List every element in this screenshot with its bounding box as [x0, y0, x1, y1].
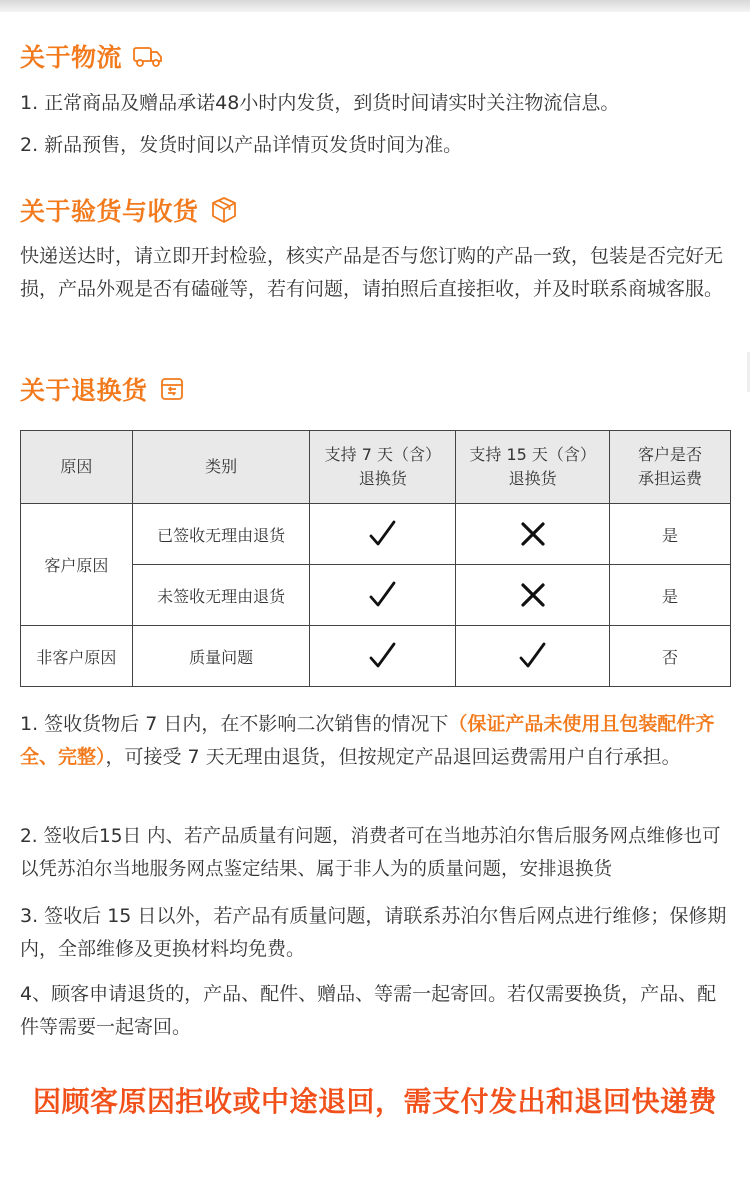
seven-day-cell — [310, 565, 456, 626]
header-seven-day: 支持 7 天（含）退换货 — [310, 431, 456, 504]
returns-note-2: 2. 签收后15日 内、若产品质量有问题，消费者可在当地苏泊尔售后服务网点维修也可以凭苏泊尔当地服务网点鉴定结果、属于非人为的质量问题，安排退换货 — [20, 826, 721, 880]
cross-icon — [516, 578, 550, 612]
inspection-heading — [20, 192, 239, 228]
logistics-item-1: 1. 正常商品及赠品承诺48小时内发货，到货时间请实时关注物流信息。 — [20, 92, 620, 114]
returns-title: 关于退换货 — [20, 376, 148, 405]
header-reason: 原因 — [21, 431, 133, 504]
logistics-heading — [20, 38, 164, 74]
cross-icon — [516, 517, 550, 551]
fifteen-day-cell — [456, 626, 610, 687]
category-cell: 质量问题 — [132, 626, 310, 687]
check-icon — [516, 639, 550, 673]
inspection-text: 快递送达时，请立即开封检验，核实产品是否与您订购的产品一致，包装是否完好无损，产品外观是否有磕碰等，若有问题，请拍照后直接拒收，并及时联系商城客服。 — [20, 245, 724, 300]
note-1-text: 1. 签收货物后 7 日内，在不影响二次销售的情况下 — [20, 713, 449, 735]
shipping-cell: 否 — [610, 626, 731, 687]
seven-day-cell — [310, 504, 456, 565]
box-icon — [209, 195, 239, 225]
note-1-text-end: ，可接受 7 天无理由退货，但按规定产品退回运费需用户自行承担。 — [105, 746, 681, 768]
fifteen-day-cell — [456, 565, 610, 626]
check-icon — [366, 578, 400, 612]
category-cell: 已签收无理由退货 — [132, 504, 310, 565]
reason-customer: 客户原因 — [21, 504, 133, 626]
seven-day-cell — [310, 626, 456, 687]
logistics-item-2: 2. 新品预售，发货时间以产品详情页发货时间为准。 — [20, 134, 463, 156]
check-icon — [366, 639, 400, 673]
shipping-cell: 是 — [610, 565, 731, 626]
check-icon — [366, 517, 400, 551]
header-fifteen-day: 支持 15 天（含）退换货 — [456, 431, 610, 504]
table-row — [21, 626, 731, 687]
returns-note-3: 3. 签收后 15 日以外，若产品有质量问题，请联系苏泊尔售后网点进行维修；保修期内，全部维修及更换材料均免费。 — [20, 905, 727, 960]
header-shipping: 客户是否承担运费 — [610, 431, 731, 504]
header-category: 类别 — [132, 431, 310, 504]
shipping-cell: 是 — [610, 504, 731, 565]
logistics-title: 关于物流 — [20, 43, 123, 72]
return-icon — [158, 375, 186, 403]
returns-table — [20, 430, 731, 687]
truck-icon — [132, 43, 164, 69]
footer-notice: 因顾客原因拒收或中途退回，需支付发出和退回快递费 — [32, 1085, 717, 1118]
note-1-highlight: （保证产品未使用且包装配件齐全、完整） — [20, 713, 715, 768]
returns-heading — [20, 371, 186, 407]
returns-note-4: 4、顾客申请退货的，产品、配件、赠品、等需一起寄回。若仅需要换货，产品、配件等需要一起寄回。 — [20, 983, 717, 1038]
inspection-title: 关于验货与收货 — [20, 197, 199, 226]
table-header-row — [21, 431, 731, 504]
fifteen-day-cell — [456, 504, 610, 565]
returns-note-1 — [20, 708, 732, 774]
top-shadow-bar — [0, 0, 750, 12]
category-cell: 未签收无理由退货 — [132, 565, 310, 626]
table-row — [21, 504, 731, 565]
reason-non-customer: 非客户原因 — [21, 626, 133, 687]
